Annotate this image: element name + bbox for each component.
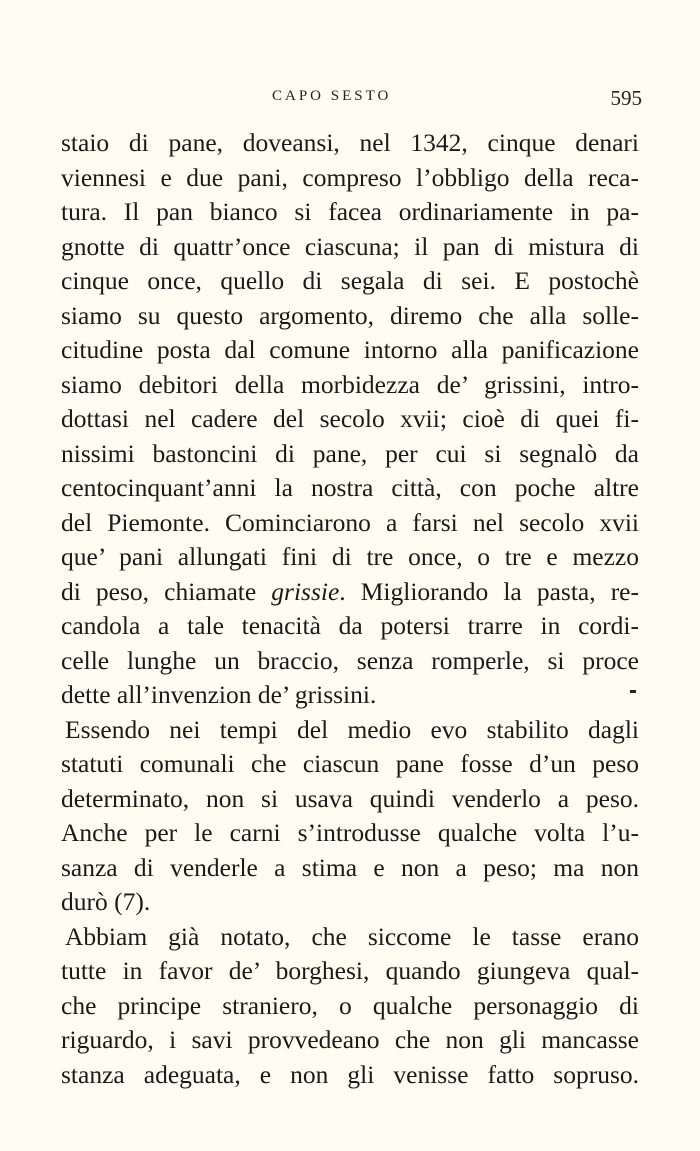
text-line: viennesi e due pani, compreso l’obbligo della reca- <box>61 162 639 192</box>
text-line: di peso, chiamate grissie. Migliorando la pasta, re- <box>61 576 639 606</box>
paragraph-3 <box>61 920 639 1093</box>
running-head <box>0 88 700 112</box>
print-mark <box>630 690 636 693</box>
text-line: nissimi bastoncini di pane, per cui si segnalò da <box>61 438 639 468</box>
running-title: CAPO SESTO <box>272 88 392 104</box>
page-number: 595 <box>610 86 642 110</box>
text-line: siamo su questo argomento, diremo che alla solle- <box>61 300 639 330</box>
text-line: candola a tale tenacità da potersi trarre in cordi- <box>61 611 639 640</box>
text-line: sanza di venderle a stima e non a peso; ma non <box>61 852 639 882</box>
text-line: Anche per le carni s’introdusse qualche volta l’u- <box>61 818 639 847</box>
text-line: siamo debitori della morbidezza de’ grissini, intro- <box>61 369 639 399</box>
text-line: citudine posta dal comune intorno alla panificazione <box>61 335 639 364</box>
text-line: stanza adeguata, e non gli venisse fatto sopruso. <box>61 1059 639 1089</box>
text-line: durò (7). <box>61 887 151 916</box>
text-line: Essendo nei tempi del medio evo stabilito dagli <box>65 714 639 744</box>
text-line: celle lunghe un braccio, senza romperle, si proce <box>61 645 639 675</box>
text-line: determinato, non si usava quindi venderlo a peso. <box>61 783 639 813</box>
italic-term: grissie <box>271 576 340 606</box>
text-line: Abbiam già notato, che siccome le tasse erano <box>65 921 639 951</box>
text-line: dottasi nel cadere del secolo xvii; cioè di quei fi- <box>61 404 639 433</box>
text-line: centocinquant’anni la nostra città, con poche altre <box>61 473 639 502</box>
text-line: tutte in favor de’ borghesi, quando giungeva qual- <box>61 956 639 985</box>
text-line: riguardo, i savi provvedeano che non gli mancasse <box>61 1025 639 1054</box>
text-line: dette all’invenzion de’ grissini. <box>61 680 377 709</box>
text-line: que’ pani allungati fini di tre once, o tre e mezzo <box>61 542 639 571</box>
text-line: che principe straniero, o qualche personaggio di <box>61 990 639 1020</box>
text-line: del Piemonte. Cominciarono a farsi nel secolo xvii <box>61 507 639 537</box>
body-text <box>61 126 639 1092</box>
text-line: cinque once, quello di segala di sei. E postochè <box>61 266 639 295</box>
text-line: statuti comunali che ciascun pane fosse d’un peso <box>61 749 639 778</box>
paragraph-1 <box>61 126 639 713</box>
paragraph-2 <box>61 713 639 920</box>
text-line: tura. Il pan bianco si facea ordinariamente in pa- <box>61 197 639 226</box>
text-line: gnotte di quattr’once ciascuna; il pan di mistura di <box>61 231 639 261</box>
text-line: staio di pane, doveansi, nel 1342, cinque denari <box>61 128 639 157</box>
